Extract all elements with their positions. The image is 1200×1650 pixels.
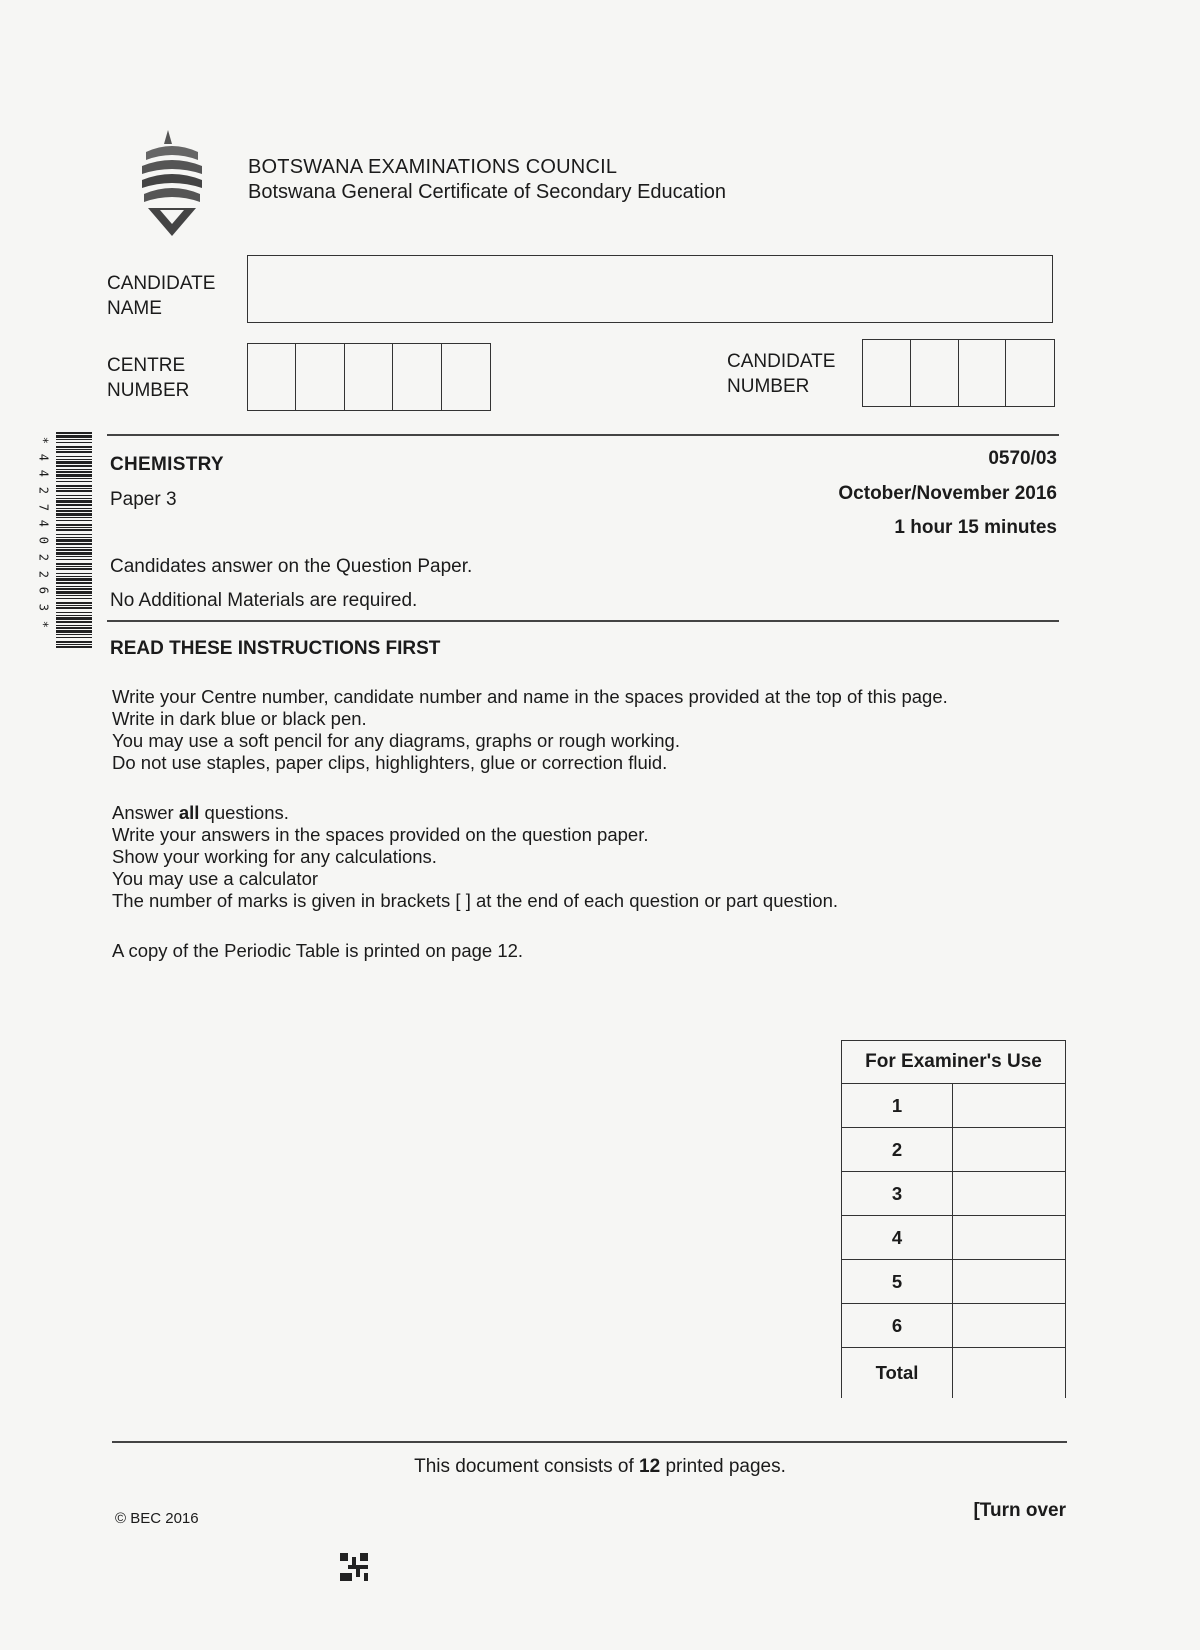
instructions-block-2 bbox=[112, 802, 838, 912]
barcode-digit: 4 bbox=[36, 453, 51, 461]
candidate-name-label bbox=[107, 271, 215, 321]
barcode-icon bbox=[56, 432, 92, 650]
exam-session: October/November 2016 bbox=[838, 483, 1057, 504]
paper-code: 0570/03 bbox=[988, 448, 1057, 469]
answer-note: Candidates answer on the Question Paper. bbox=[110, 556, 473, 577]
table-row bbox=[842, 1304, 1066, 1348]
instruction-line: Write in dark blue or black pen. bbox=[112, 708, 367, 729]
emphasis: all bbox=[178, 802, 200, 823]
text: Answer bbox=[112, 802, 179, 823]
bec-logo-icon bbox=[138, 130, 206, 238]
materials-note: No Additional Materials are required. bbox=[110, 590, 418, 611]
copyright: © BEC 2016 bbox=[115, 1510, 199, 1527]
subject-title: CHEMISTRY bbox=[110, 454, 224, 475]
label-line: NAME bbox=[107, 298, 162, 319]
total-marks-cell bbox=[953, 1348, 1066, 1399]
digit-box[interactable] bbox=[959, 340, 1007, 406]
page-count-note bbox=[0, 1456, 1200, 1478]
barcode-digit: 6 bbox=[36, 586, 51, 595]
instruction-line: Show your working for any calculations. bbox=[112, 846, 437, 867]
examiner-use-table bbox=[841, 1040, 1066, 1398]
table-row bbox=[842, 1172, 1066, 1216]
marks-cell bbox=[953, 1084, 1066, 1128]
question-number: 4 bbox=[842, 1216, 953, 1260]
marks-cell bbox=[953, 1304, 1066, 1348]
question-number: 1 bbox=[842, 1084, 953, 1128]
digit-box[interactable] bbox=[393, 344, 441, 410]
qr-code-icon bbox=[340, 1553, 368, 1581]
digit-box[interactable] bbox=[345, 344, 393, 410]
instructions-block-1 bbox=[112, 686, 948, 774]
centre-number-field[interactable] bbox=[247, 343, 491, 411]
barcode-digit: 2 bbox=[36, 570, 51, 578]
organisation-name: BOTSWANA EXAMINATIONS COUNCIL bbox=[248, 156, 618, 178]
candidate-number-label bbox=[727, 349, 835, 399]
divider bbox=[112, 1441, 1067, 1443]
divider bbox=[107, 434, 1059, 436]
table-row bbox=[842, 1084, 1066, 1128]
label-line: CENTRE bbox=[107, 355, 186, 376]
label-line: CANDIDATE bbox=[727, 351, 836, 372]
barcode-digits bbox=[36, 432, 50, 650]
instruction-line: You may use a calculator bbox=[112, 868, 319, 889]
turn-over: [Turn over bbox=[973, 1500, 1066, 1521]
instruction-line bbox=[112, 802, 838, 824]
digit-box[interactable] bbox=[863, 340, 911, 406]
barcode-digit: 0 bbox=[36, 536, 51, 545]
question-number: 3 bbox=[842, 1172, 953, 1216]
digit-box[interactable] bbox=[442, 344, 490, 410]
barcode-digit: 7 bbox=[36, 503, 51, 511]
text: printed pages. bbox=[660, 1456, 786, 1477]
digit-box[interactable] bbox=[296, 344, 344, 410]
candidate-number-field[interactable] bbox=[862, 339, 1055, 407]
table-row bbox=[842, 1260, 1066, 1304]
divider bbox=[107, 620, 1059, 622]
periodic-table-note: A copy of the Periodic Table is printed on page 12. bbox=[112, 940, 524, 961]
barcode-digit: 2 bbox=[36, 486, 51, 495]
barcode-digit: 2 bbox=[36, 553, 51, 561]
barcode-digit: 3 bbox=[36, 603, 51, 611]
label-line: CANDIDATE bbox=[107, 273, 216, 294]
table-row-total bbox=[842, 1348, 1066, 1399]
instruction-line: Write your Centre number, candidate number and name in the spaces provided at the top of this page. bbox=[112, 686, 948, 707]
paper-number: Paper 3 bbox=[110, 489, 177, 510]
question-number: 6 bbox=[842, 1304, 953, 1348]
digit-box[interactable] bbox=[1006, 340, 1054, 406]
marks-cell bbox=[953, 1172, 1066, 1216]
instruction-line: You may use a soft pencil for any diagrams, graphs or rough working. bbox=[112, 730, 680, 751]
page-count: 12 bbox=[639, 1456, 661, 1477]
barcode-digit: 4 bbox=[36, 520, 51, 528]
certificate-name: Botswana General Certificate of Secondary Education bbox=[248, 181, 727, 203]
instruction-line: Do not use staples, paper clips, highlighters, glue or correction fluid. bbox=[112, 752, 668, 773]
candidate-name-field[interactable] bbox=[247, 255, 1053, 323]
table-row bbox=[842, 1216, 1066, 1260]
barcode-digit: * bbox=[36, 436, 51, 444]
text: questions. bbox=[199, 802, 289, 823]
digit-box[interactable] bbox=[248, 344, 296, 410]
label-line: NUMBER bbox=[107, 380, 190, 401]
marks-cell bbox=[953, 1216, 1066, 1260]
marks-cell bbox=[953, 1260, 1066, 1304]
text: This document consists of bbox=[414, 1456, 640, 1477]
examiner-table-heading: For Examiner's Use bbox=[842, 1041, 1066, 1084]
marks-cell bbox=[953, 1128, 1066, 1172]
table-row bbox=[842, 1128, 1066, 1172]
label-line: NUMBER bbox=[727, 376, 810, 397]
barcode-digit: * bbox=[36, 620, 51, 628]
digit-box[interactable] bbox=[911, 340, 959, 406]
total-label: Total bbox=[842, 1348, 953, 1399]
instructions-heading: READ THESE INSTRUCTIONS FIRST bbox=[110, 638, 441, 659]
question-number: 2 bbox=[842, 1128, 953, 1172]
barcode-digit: 4 bbox=[36, 470, 51, 478]
centre-number-label bbox=[107, 353, 189, 403]
instruction-line: Write your answers in the spaces provided on the question paper. bbox=[112, 824, 649, 845]
instruction-line: The number of marks is given in brackets [ ] at the end of each question or part question. bbox=[112, 890, 839, 911]
question-number: 5 bbox=[842, 1260, 953, 1304]
exam-duration: 1 hour 15 minutes bbox=[894, 517, 1057, 538]
